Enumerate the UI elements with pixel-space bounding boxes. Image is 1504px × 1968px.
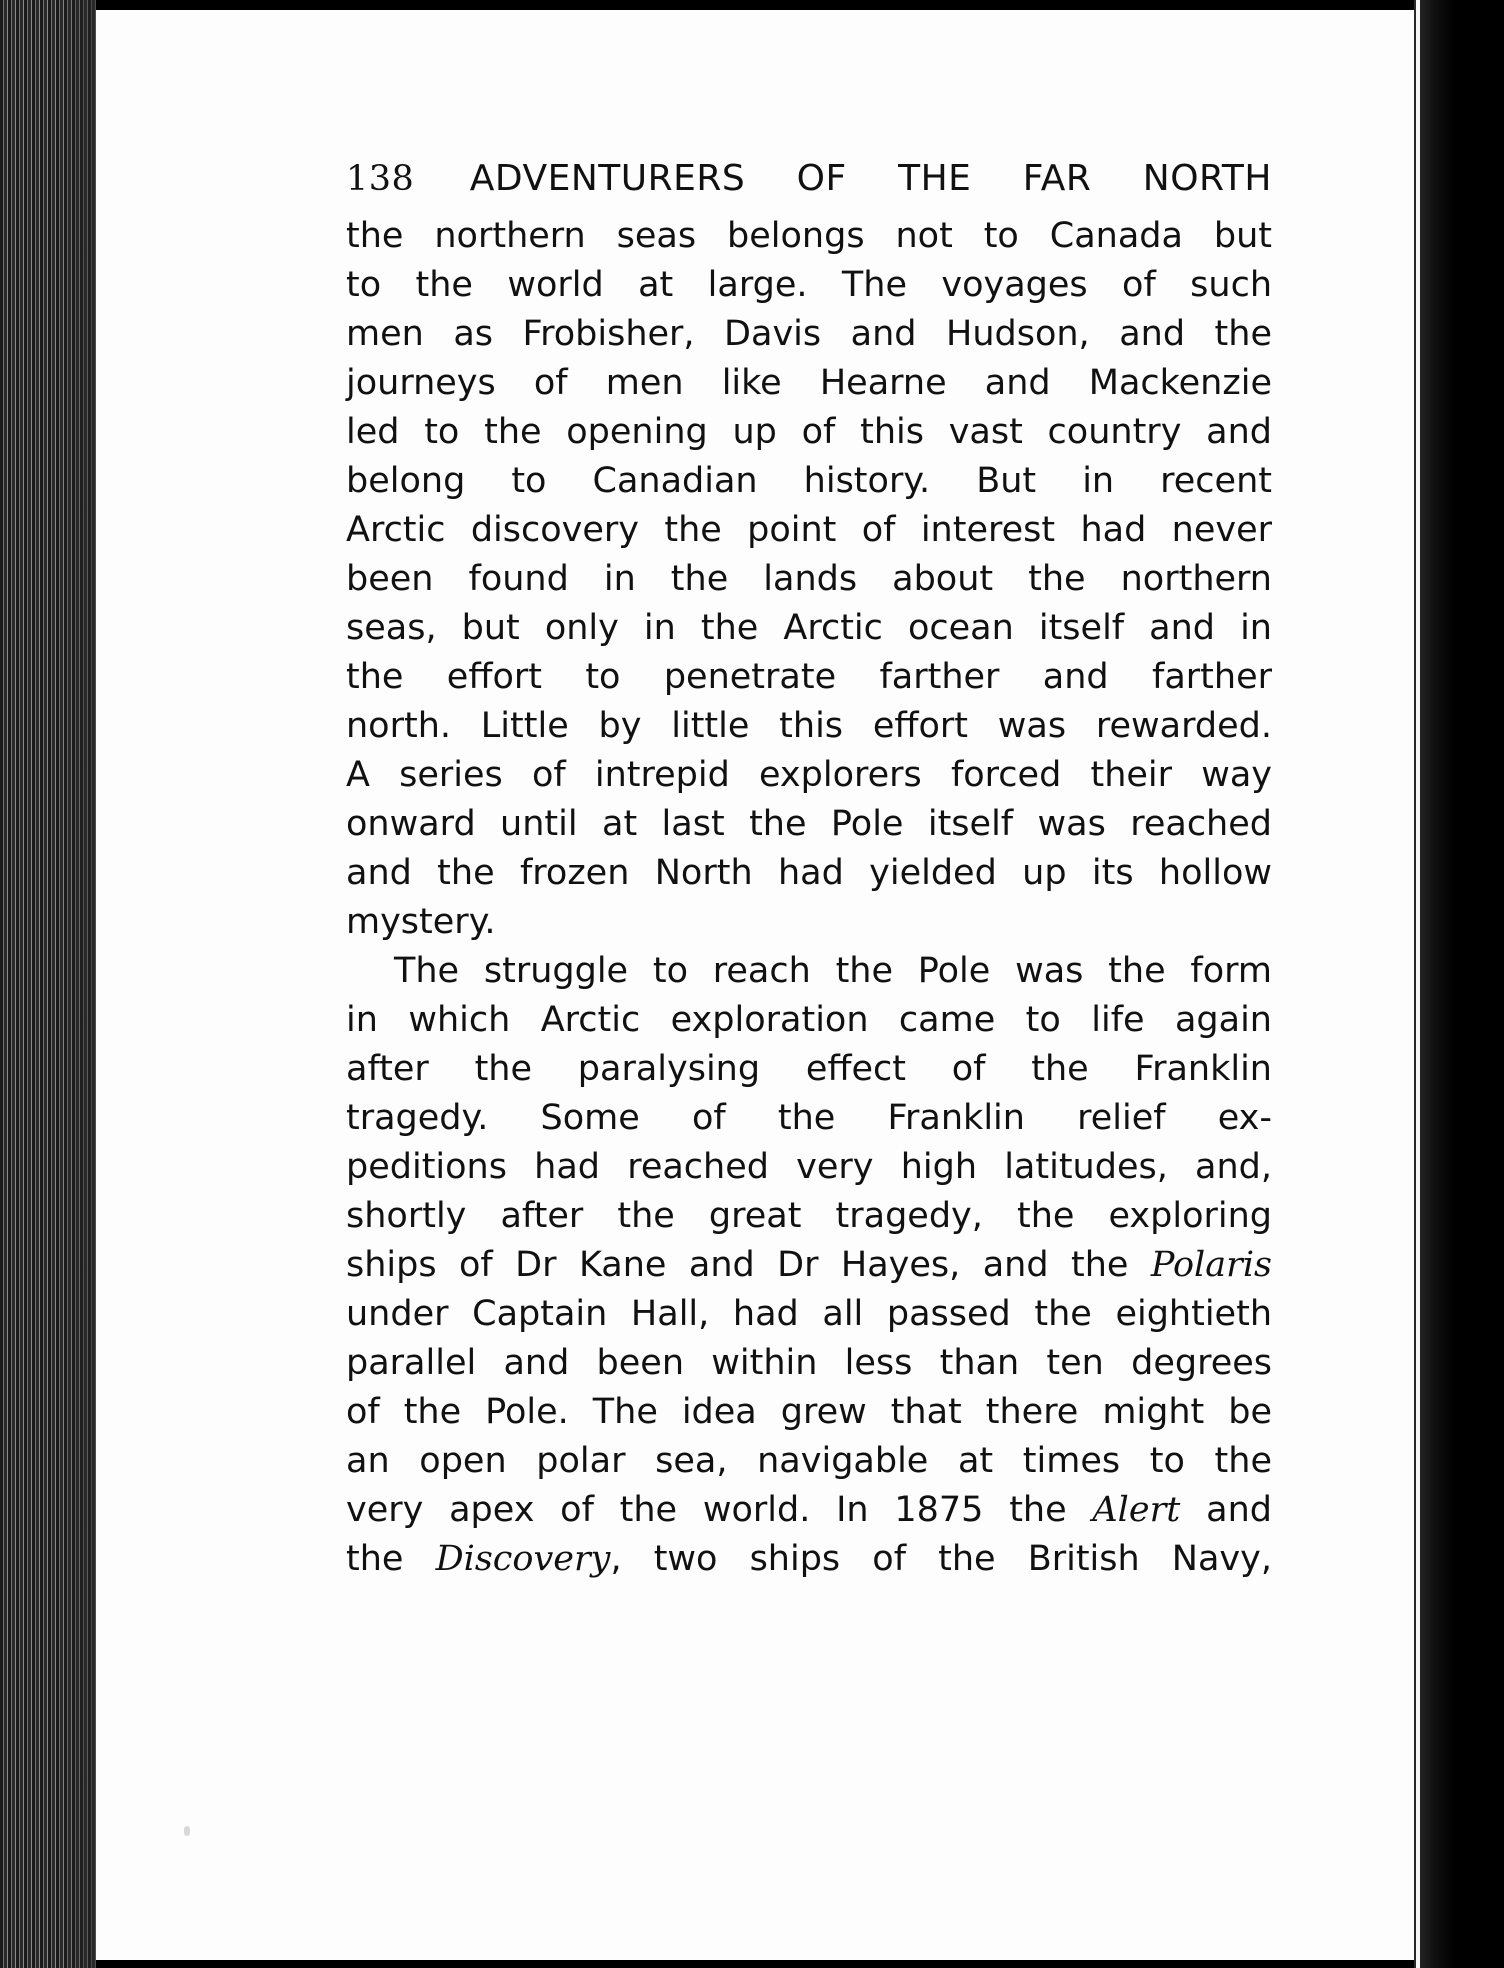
right-page-edge [1414, 0, 1504, 1968]
text-line: shortly after the great tragedy, the exploring [346, 1196, 1272, 1236]
text-line [346, 1535, 1272, 1584]
running-head [346, 150, 1272, 212]
text-line: the northern seas belongs not to Canada but [346, 216, 1272, 256]
text-line: the effort to penetrate farther and farther [346, 657, 1272, 697]
text-run: very apex of the world. In 1875 the [346, 1490, 1093, 1530]
text-line: north. Little by little this effort was rewarded. [346, 706, 1272, 746]
page-edge-line [1416, 0, 1420, 1968]
text-run: , two ships of the British Navy, [610, 1539, 1272, 1579]
text-line: under Captain Hall, had all passed the eightieth [346, 1294, 1272, 1334]
dust-speck [184, 1826, 190, 1836]
text-line: tragedy. Some of the Franklin relief ex- [346, 1098, 1272, 1138]
text-line: mystery. [346, 902, 496, 942]
text-line: been found in the lands about the northern [346, 559, 1272, 599]
text-line: A series of intrepid explorers forced their way [346, 755, 1272, 795]
text-run: the [346, 1539, 436, 1579]
text-line: to the world at large. The voyages of such [346, 265, 1272, 305]
page-number: 138 [346, 159, 415, 199]
text-line: of the Pole. The idea grew that there might be [346, 1392, 1272, 1432]
text-line: an open polar sea, navigable at times to the [346, 1441, 1272, 1481]
text-line: men as Frobisher, Davis and Hudson, and the [346, 314, 1272, 354]
text-line: led to the opening up of this vast country and [346, 412, 1272, 452]
text-line: The struggle to reach the Pole was the form [394, 951, 1272, 991]
text-line: belong to Canadian history. But in recent [346, 461, 1272, 501]
text-line: onward until at last the Pole itself was reached [346, 804, 1272, 844]
running-title: ADVENTURERS OF THE FAR NORTH [469, 158, 1272, 199]
ship-name-alert: Alert [1092, 1490, 1181, 1530]
text-line [346, 1241, 1272, 1290]
text-line: journeys of men like Hearne and Mackenzie [346, 363, 1272, 403]
text-line: after the paralysing effect of the Franklin [346, 1049, 1272, 1089]
text-run: ships of Dr Kane and Dr Hayes, and the [346, 1245, 1151, 1285]
page-text [346, 150, 1272, 1584]
text-line: seas, but only in the Arctic ocean itself and in [346, 608, 1272, 648]
ship-name-discovery: Discovery [435, 1539, 611, 1579]
text-line: peditions had reached very high latitudes, and, [346, 1147, 1272, 1187]
text-line [346, 1486, 1272, 1535]
text-run: and [1180, 1490, 1272, 1530]
ship-name-polaris: Polaris [1150, 1245, 1272, 1285]
text-line: Arctic discovery the point of interest had never [346, 510, 1272, 550]
text-line: parallel and been within less than ten degrees [346, 1343, 1272, 1383]
spine-shadow [60, 0, 96, 1968]
text-line: and the frozen North had yielded up its hollow [346, 853, 1272, 893]
text-line: in which Arctic exploration came to life again [346, 1000, 1272, 1040]
